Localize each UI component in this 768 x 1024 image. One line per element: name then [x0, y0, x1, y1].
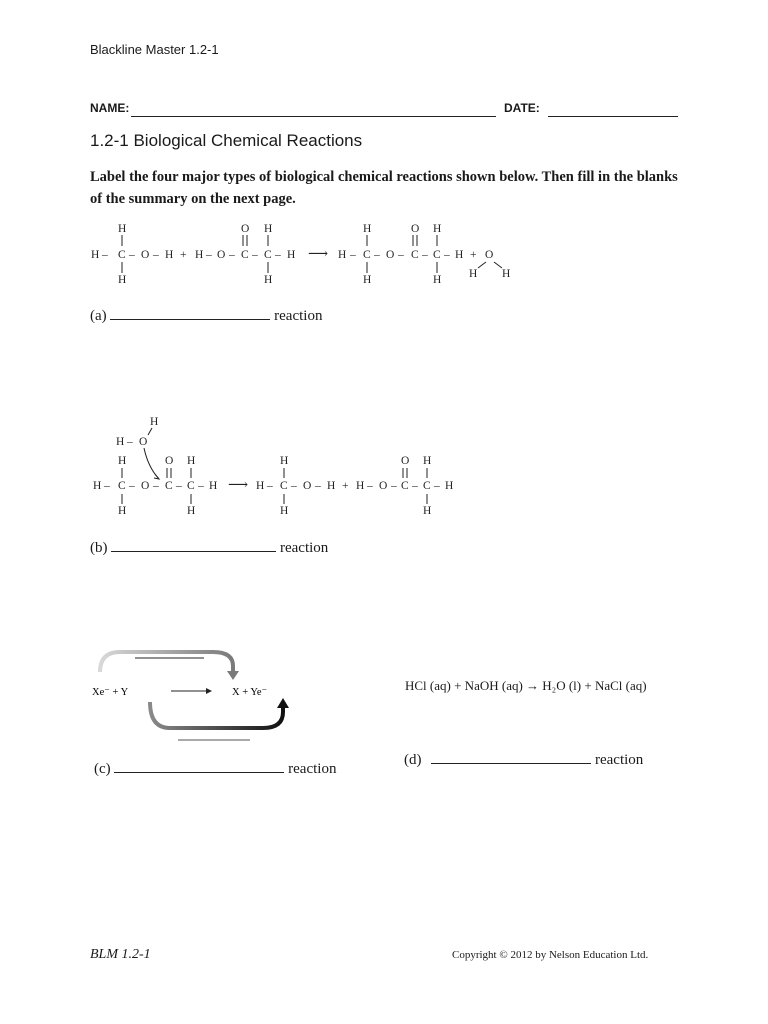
reaction-c-suffix: reaction — [288, 761, 337, 777]
svg-text:C: C — [423, 480, 431, 492]
reaction-b-diagram — [88, 412, 468, 518]
svg-text:H: H — [455, 249, 464, 261]
svg-text:H: H — [287, 249, 296, 261]
svg-text:C: C — [187, 480, 195, 492]
svg-text:+: + — [180, 249, 187, 261]
svg-text:H: H — [433, 274, 442, 286]
svg-text:H: H — [150, 416, 159, 428]
blackline-master-label: Blackline Master 1.2-1 — [90, 42, 219, 57]
svg-text:H: H — [423, 455, 432, 467]
svg-text:O: O — [303, 480, 312, 492]
svg-text:H: H — [256, 480, 265, 492]
svg-text:C: C — [280, 480, 288, 492]
svg-text:C: C — [241, 249, 249, 261]
svg-text:O: O — [379, 480, 388, 492]
reaction-a-diagram — [88, 222, 528, 286]
svg-text:–: – — [153, 249, 159, 261]
reaction-b-letter: (b) — [90, 540, 108, 556]
reaction-b-suffix: reaction — [280, 540, 329, 556]
svg-text:H: H — [264, 274, 273, 286]
svg-text:⟶: ⟶ — [228, 478, 249, 493]
svg-text:O: O — [485, 249, 494, 261]
svg-text:O: O — [386, 249, 395, 261]
reaction-d-label — [404, 749, 643, 769]
reaction-b-answer-field[interactable] — [111, 537, 276, 552]
footer-copyright: Copyright © 2012 by Nelson Education Ltd. — [452, 949, 649, 961]
date-label: DATE: — [504, 101, 540, 115]
svg-text:H: H — [118, 505, 127, 517]
svg-text:+: + — [342, 480, 349, 492]
svg-text:–: – — [444, 249, 450, 261]
svg-text:–: – — [267, 480, 273, 492]
svg-text:H: H — [363, 223, 372, 235]
svg-text:H: H — [165, 249, 174, 261]
svg-text:H: H — [356, 480, 365, 492]
svg-text:–: – — [422, 249, 428, 261]
svg-text:–: – — [391, 480, 397, 492]
svg-text:O: O — [141, 480, 150, 492]
svg-text:H: H — [118, 274, 127, 286]
svg-text:H: H — [423, 505, 432, 517]
svg-text:H: H — [118, 455, 127, 467]
svg-text:C: C — [401, 480, 409, 492]
svg-text:H: H — [195, 249, 204, 261]
svg-text:O: O — [241, 223, 250, 235]
reaction-d-equation: HCl (aq) + NaOH (aq) → H₂O (l) + NaCl (aq) — [405, 678, 647, 693]
svg-text:H: H — [433, 223, 442, 235]
page-title: 1.2-1 Biological Chemical Reactions — [90, 131, 363, 150]
svg-text:O: O — [139, 436, 148, 448]
name-field[interactable] — [131, 100, 496, 117]
svg-text:H: H — [118, 223, 127, 235]
reaction-a-letter: (a) — [90, 308, 107, 324]
svg-text:–: – — [229, 249, 235, 261]
svg-text:C: C — [264, 249, 272, 261]
svg-text:H: H — [327, 480, 336, 492]
svg-text:H: H — [280, 455, 289, 467]
svg-text:H: H — [209, 480, 218, 492]
svg-text:–: – — [252, 249, 258, 261]
svg-text:O: O — [401, 455, 410, 467]
svg-text:–: – — [291, 480, 297, 492]
svg-text:C: C — [118, 249, 126, 261]
svg-text:C: C — [363, 249, 371, 261]
svg-text:–: – — [153, 480, 159, 492]
svg-text:H: H — [338, 249, 347, 261]
footer-blm-label: BLM 1.2-1 — [90, 947, 151, 962]
svg-text:C: C — [118, 480, 126, 492]
svg-text:–: – — [102, 249, 108, 261]
svg-text:C: C — [165, 480, 173, 492]
svg-text:–: – — [129, 480, 135, 492]
svg-text:H: H — [93, 480, 102, 492]
reaction-d-letter: (d) — [404, 752, 422, 768]
lower-electron-arrow — [150, 702, 283, 728]
reaction-c-letter: (c) — [94, 761, 111, 777]
reaction-d-suffix: reaction — [595, 752, 644, 768]
svg-text:–: – — [367, 480, 373, 492]
svg-text:O: O — [411, 223, 420, 235]
name-label: NAME: — [90, 101, 130, 115]
svg-text:O: O — [165, 455, 174, 467]
svg-text:–: – — [129, 249, 135, 261]
reaction-b-label — [90, 537, 328, 557]
svg-text:H: H — [187, 505, 196, 517]
svg-text:–: – — [206, 249, 212, 261]
svg-text:C: C — [433, 249, 441, 261]
svg-text:–: – — [104, 480, 110, 492]
svg-text:–: – — [434, 480, 440, 492]
svg-text:–: – — [315, 480, 321, 492]
svg-text:C: C — [411, 249, 419, 261]
svg-text:–: – — [350, 249, 356, 261]
svg-text:H: H — [363, 274, 372, 286]
reaction-a-answer-field[interactable] — [110, 305, 270, 320]
svg-text:–: – — [127, 436, 133, 448]
reaction-c-diagram — [88, 640, 303, 745]
reactants-text: Xe⁻ + Y — [92, 687, 129, 698]
upper-electron-arrow — [100, 652, 233, 673]
svg-text:+: + — [470, 249, 477, 261]
svg-text:–: – — [198, 480, 204, 492]
svg-text:H: H — [187, 455, 196, 467]
svg-text:O: O — [217, 249, 226, 261]
instructions: Label the four major types of biological chemical reactions shown below. Then fill in the blanks of the summary on the next page. — [90, 169, 678, 207]
products-text: X + Ye⁻ — [232, 687, 268, 698]
svg-text:O: O — [141, 249, 150, 261]
svg-text:H: H — [502, 268, 511, 280]
date-field[interactable] — [548, 100, 678, 117]
svg-text:H: H — [91, 249, 100, 261]
svg-text:–: – — [374, 249, 380, 261]
svg-text:–: – — [412, 480, 418, 492]
reaction-c-label — [94, 758, 336, 778]
svg-text:⟶: ⟶ — [308, 247, 329, 262]
svg-text:H: H — [280, 505, 289, 517]
svg-text:H: H — [264, 223, 273, 235]
reaction-c-answer-field[interactable] — [114, 758, 284, 773]
reaction-d-answer-field[interactable] — [431, 749, 591, 764]
svg-text:H: H — [445, 480, 454, 492]
svg-text:–: – — [398, 249, 404, 261]
reaction-a-label — [90, 305, 322, 325]
reaction-a-suffix: reaction — [274, 308, 323, 324]
svg-text:–: – — [275, 249, 281, 261]
svg-text:H: H — [116, 436, 125, 448]
svg-text:H: H — [469, 268, 478, 280]
svg-text:–: – — [176, 480, 182, 492]
